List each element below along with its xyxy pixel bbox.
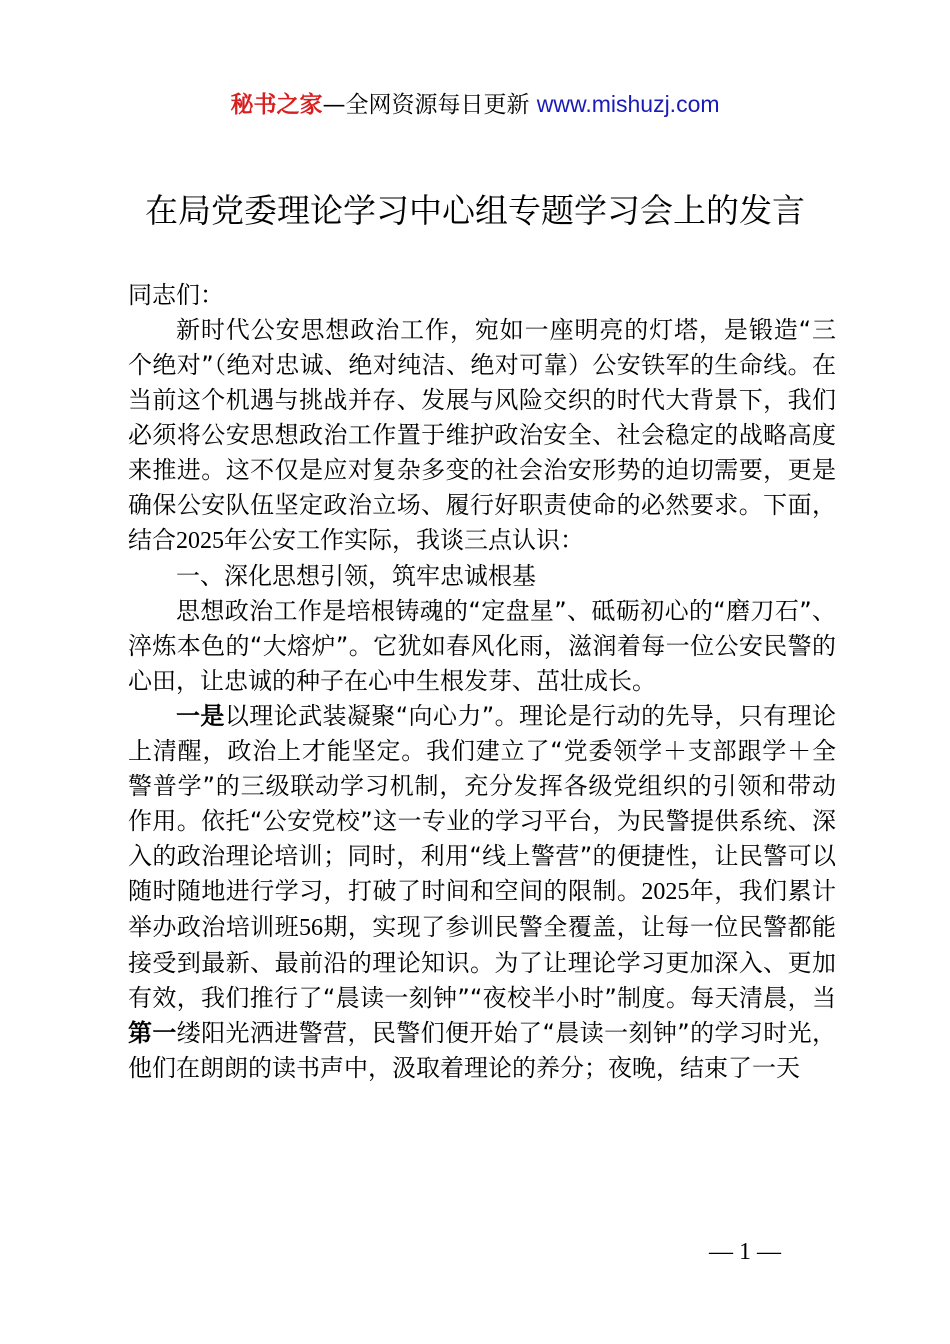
intro-text-b: 年公安工作实际，我谈三点认识：: [224, 526, 584, 554]
point-1-bold: 第一: [128, 1019, 177, 1047]
site-brand: 秘书之家: [230, 92, 323, 118]
point-1-text-d: 缕阳光洒进警营，民警们便开始了“晨读一刻钟”的学习时光，他们在朗朗的读书声中，汲取着理论的养分；夜晚，结束了一天: [128, 1019, 837, 1082]
page-number: — 1 —: [709, 1239, 781, 1265]
point-1-paragraph: [128, 699, 836, 1086]
document-body: [128, 278, 836, 1086]
point-1-text-c: 期，实现了参训民警全覆盖，让每一位民警都能接受到最新、最前沿的理论知识。为了让理论学习更加深入、更加有效，我们推行了“晨读一刻钟”“夜校半小时”制度。每天清晨，当: [128, 913, 836, 1012]
section-heading-1: 一、深化思想引领，筑牢忠诚根基: [176, 562, 536, 590]
document-title: 在局党委理论学习中心组专题学习会上的发言: [145, 191, 805, 230]
intro-paragraph: [128, 313, 836, 559]
site-url-link[interactable]: www.mishuzj.com: [536, 91, 720, 117]
intro-year: 2025: [176, 528, 224, 554]
site-slogan: —全网资源每日更新: [322, 92, 537, 118]
point-1-text-b: 年，我们累计举办政治培训班: [128, 877, 837, 941]
section-1-paragraph: 思想政治工作是培根铸魂的“定盘星”、砥砺初心的“磨刀石”、淬炼本色的“大熔炉”。它犹如春风化雨，滋润着每一位公安民警的心田，让忠诚的种子在心中生根发芽、茁壮成长。: [128, 597, 836, 695]
point-1-year: 2025: [641, 879, 690, 905]
site-header: [0, 86, 950, 123]
salutation: 同志们：: [128, 281, 224, 309]
point-1-lead: 一是: [176, 702, 225, 730]
point-1-count: 56: [299, 915, 323, 941]
intro-text-a: 新时代公安思想政治工作，宛如一座明亮的灯塔，是锻造“三个绝对”（绝对忠诚、绝对纯洁、绝对可靠）公安铁军的生命线。在当前这个机遇与挑战并存、发展与风险交织的时代大背景下，我们必须将公安思想政治工作置于维护政治安全、社会稳定的战略高度来推进。这不仅是应对复杂多变的社会治安形势的迫切需要，更是确保公安队伍坚定政治立场、履行好职责使命的必然要求。下面，结合: [128, 316, 836, 554]
point-1-text-a: 以理论武装凝聚“向心力”。理论是行动的先导，只有理论上清醒，政治上才能坚定。我们建立了“党委领学＋支部跟学＋全警普学”的三级联动学习机制，充分发挥各级党组织的引领和带动作用。依托“公安党校”这一专业的学习平台，为民警提供系统、深入的政治理论培训；同时，利用“线上警营”的便捷性，让民警可以随时随地进行学习，打破了时间和空间的限制。: [128, 702, 836, 905]
